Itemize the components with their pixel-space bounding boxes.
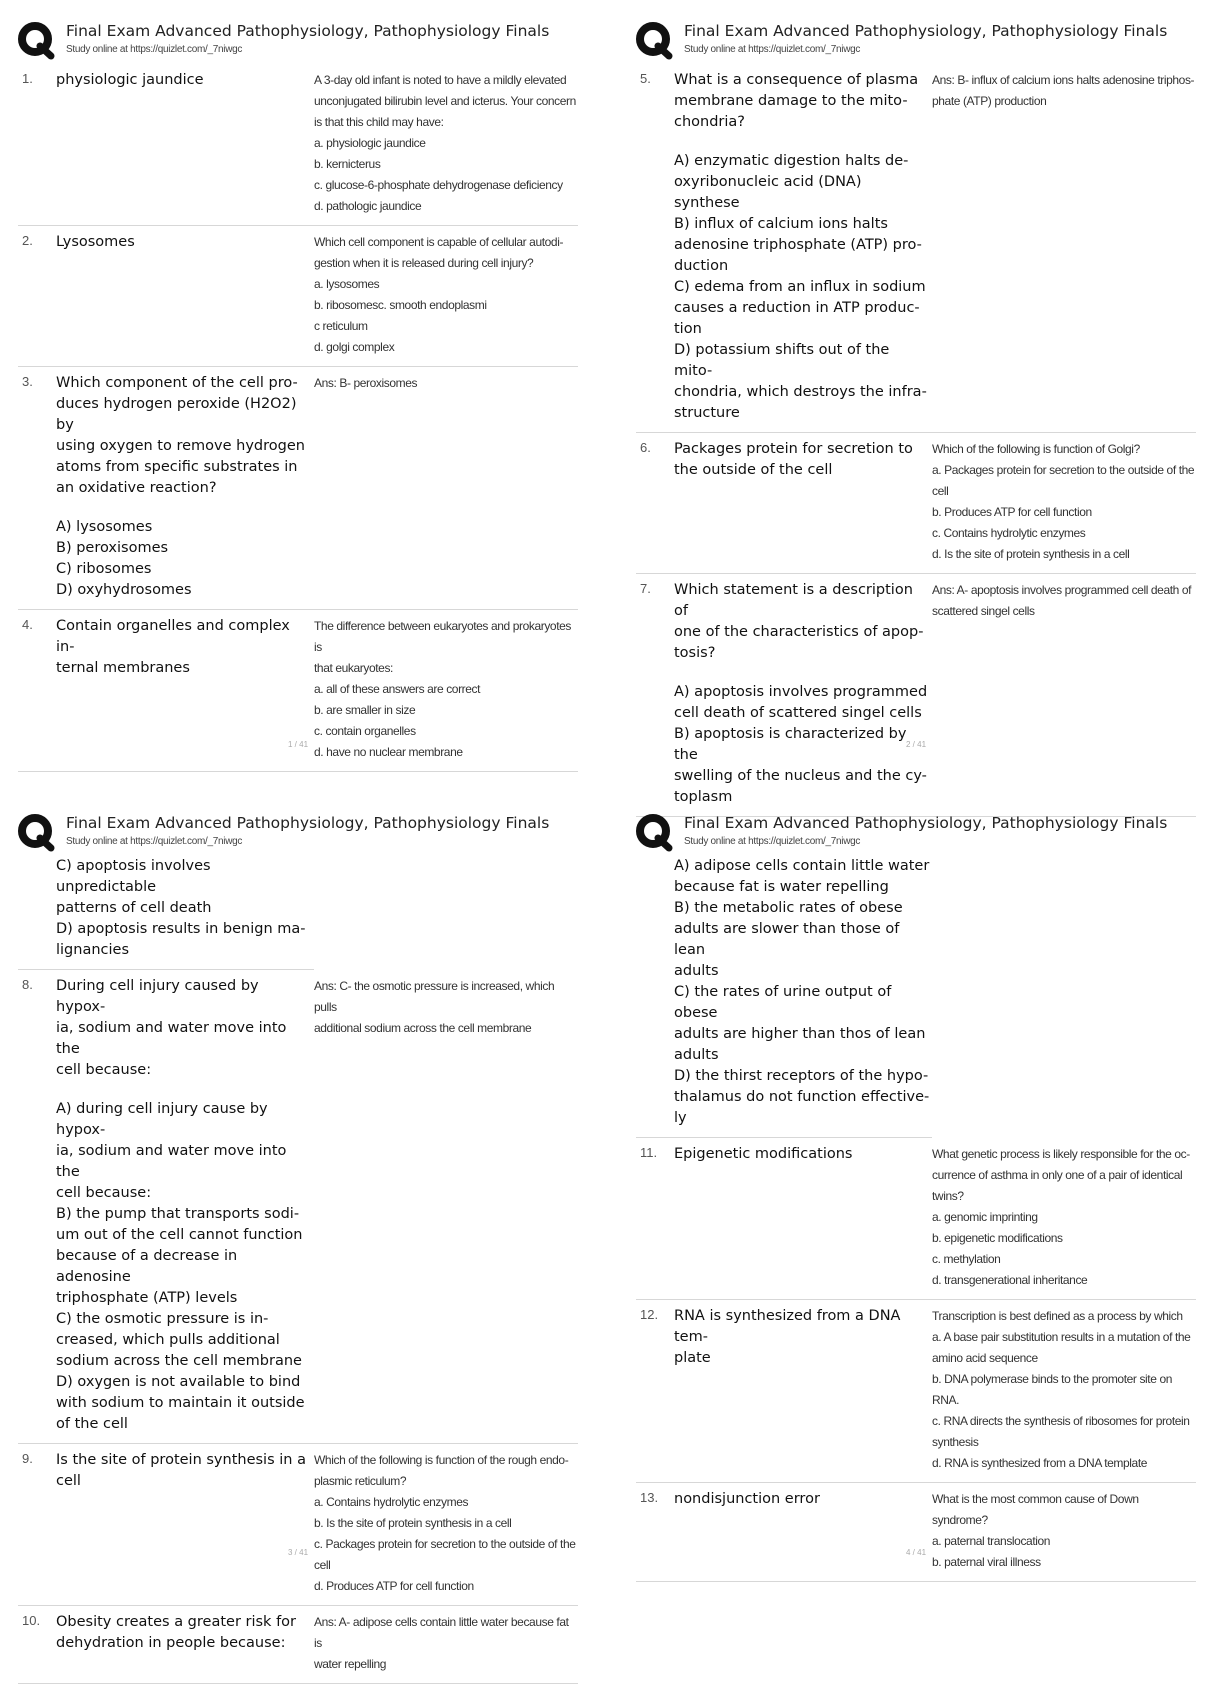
card-definition xyxy=(932,1306,1196,1474)
definition-line: a. Contains hydrolytic enzymes xyxy=(314,1495,469,1509)
card-number: 7. xyxy=(640,581,651,596)
term-line: Which component of the cell pro- xyxy=(56,375,298,391)
card-term xyxy=(56,976,314,1435)
definition-line: scattered singel cells xyxy=(932,604,1035,618)
text-line: C) the rates of urine output of obese xyxy=(674,984,892,1021)
definition-line: gestion when it is released during cell injury? xyxy=(314,256,534,270)
definition-line: c. Contains hydrolytic enzymes xyxy=(932,526,1086,540)
card-definition xyxy=(932,70,1196,424)
definition-line: b. Produces ATP for cell function xyxy=(932,505,1092,519)
term-line: Contain organelles and complex in- xyxy=(56,618,290,655)
term-line: ia, sodium and water move into the xyxy=(56,1020,287,1057)
option-line: with sodium to maintain it outside xyxy=(56,1395,305,1411)
term-line: Obesity creates a greater risk for xyxy=(56,1614,297,1630)
text-line: adults are slower than those of lean xyxy=(674,921,900,958)
option-line: swelling of the nucleus and the cy- xyxy=(674,768,927,784)
definition-line: currence of asthma in only one of a pair of identical xyxy=(932,1168,1183,1182)
flashcard-row xyxy=(636,433,1196,574)
definition-line: c. glucose-6-phosphate dehydrogenase deficiency xyxy=(314,178,563,192)
definition-line: Ans: A- adipose cells contain little water because fat is xyxy=(314,1615,569,1650)
page-2 xyxy=(636,18,1216,805)
quizlet-logo-icon xyxy=(18,22,54,58)
option-line: sodium across the cell membrane xyxy=(56,1353,302,1369)
doc-subtitle[interactable]: Study online at https://quizlet.com/_7niwgc xyxy=(684,44,861,55)
definition-line: cell xyxy=(932,484,949,498)
definition-line: phate (ATP) production xyxy=(932,94,1047,108)
card-term xyxy=(56,70,314,217)
card-list xyxy=(636,64,1196,817)
term-line: tosis? xyxy=(674,645,716,661)
definition-line: d. Is the site of protein synthesis in a cell xyxy=(932,547,1130,561)
definition-line: b. epigenetic modifications xyxy=(932,1231,1063,1245)
card-definition xyxy=(314,976,578,1435)
option-line: ia, sodium and water move into the xyxy=(56,1143,287,1180)
card-number: 6. xyxy=(640,440,651,455)
flashcard-row xyxy=(636,1300,1196,1483)
term-line: one of the characteristics of apop- xyxy=(674,624,924,640)
card-term xyxy=(674,70,932,424)
text-line: because fat is water repelling xyxy=(674,879,889,895)
card-term xyxy=(56,1612,314,1675)
definition-line: Transcription is best defined as a process by which xyxy=(932,1309,1183,1323)
card-number: 13. xyxy=(640,1490,659,1505)
term-line: an oxidative reaction? xyxy=(56,480,217,496)
page-header xyxy=(18,18,598,62)
option-line: um out of the cell cannot function xyxy=(56,1227,303,1243)
page-header xyxy=(18,810,598,854)
definition-line: b. Is the site of protein synthesis in a cell xyxy=(314,1516,512,1530)
card-definition xyxy=(932,1144,1196,1291)
card-definition xyxy=(314,1612,578,1675)
term-line: physiologic jaundice xyxy=(56,72,204,88)
term-line: atoms from specific substrates in xyxy=(56,459,298,475)
flashcard-row xyxy=(18,64,578,226)
answer-options xyxy=(674,151,928,424)
answer-options xyxy=(56,1099,310,1435)
option-line: triphosphate (ATP) levels xyxy=(56,1290,238,1306)
page-1 xyxy=(18,18,598,788)
card-number: 1. xyxy=(22,71,33,86)
definition-line: water repelling xyxy=(314,1657,387,1671)
term-line: using oxygen to remove hydrogen xyxy=(56,438,305,454)
quizlet-logo-icon xyxy=(18,814,54,850)
card-definition xyxy=(932,580,1196,808)
text-line: ly xyxy=(674,1110,687,1126)
option-line: A) lysosomes xyxy=(56,519,153,535)
flashcard-row xyxy=(18,226,578,367)
definition-line: d. transgenerational inheritance xyxy=(932,1273,1088,1287)
definition-line: a. all of these answers are correct xyxy=(314,682,481,696)
page-number: 1 / 41 xyxy=(288,740,309,749)
card-term xyxy=(56,616,314,763)
page-number: 4 / 41 xyxy=(906,1548,927,1557)
definition-line: b. paternal viral illness xyxy=(932,1555,1041,1569)
definition-line: a. genomic imprinting xyxy=(932,1210,1038,1224)
doc-subtitle[interactable]: Study online at https://quizlet.com/_7niwgc xyxy=(66,836,243,847)
option-line: chondria, which destroys the infra- xyxy=(674,384,927,400)
definition-line: a. paternal translocation xyxy=(932,1534,1051,1548)
card-number: 4. xyxy=(22,617,33,632)
flashcard-row xyxy=(636,1483,1196,1582)
doc-subtitle[interactable]: Study online at https://quizlet.com/_7niwgc xyxy=(66,44,243,55)
card-definition xyxy=(932,439,1196,565)
card-definition xyxy=(314,232,578,358)
page-header xyxy=(636,18,1216,62)
continued-text xyxy=(636,856,932,1138)
doc-title: Final Exam Advanced Pathophysiology, Pathophysiology Finals xyxy=(684,814,1168,832)
definition-line: unconjugated bilirubin level and icterus. Your concern xyxy=(314,94,576,108)
definition-line: cell xyxy=(314,1558,331,1572)
answer-options xyxy=(674,682,928,808)
definition-line: RNA. xyxy=(932,1393,960,1407)
definition-line: plasmic reticulum? xyxy=(314,1474,407,1488)
term-line: Epigenetic modifications xyxy=(674,1146,853,1162)
text-line: adults xyxy=(674,1047,719,1063)
card-number: 5. xyxy=(640,71,651,86)
definition-line: d. golgi complex xyxy=(314,340,395,354)
flashcard-row xyxy=(636,64,1196,433)
definition-line: b. DNA polymerase binds to the promoter site on xyxy=(932,1372,1172,1386)
definition-line: a. A base pair substitution results in a mutation of the xyxy=(932,1330,1191,1344)
option-line: causes a reduction in ATP produc- xyxy=(674,300,920,316)
option-line: A) during cell injury cause by hypox- xyxy=(56,1101,268,1138)
term-line: ternal membranes xyxy=(56,660,190,676)
term-line: Packages protein for secretion to xyxy=(674,441,913,457)
card-number: 12. xyxy=(640,1307,659,1322)
card-term xyxy=(674,1144,932,1291)
doc-subtitle[interactable]: Study online at https://quizlet.com/_7niwgc xyxy=(684,836,861,847)
quizlet-logo-icon xyxy=(636,22,672,58)
card-list xyxy=(18,64,578,772)
term-line: the outside of the cell xyxy=(674,462,833,478)
definition-line: Ans: A- apoptosis involves programmed cell death of xyxy=(932,583,1192,597)
card-number: 9. xyxy=(22,1451,33,1466)
definition-line: c. RNA directs the synthesis of ribosomes for protein xyxy=(932,1414,1190,1428)
definition-line: d. pathologic jaundice xyxy=(314,199,422,213)
page-number: 2 / 41 xyxy=(906,740,927,749)
text-line: adults are higher than thos of lean xyxy=(674,1026,926,1042)
definition-line: Which of the following is function of the rough endo- xyxy=(314,1453,569,1467)
definition-line: c. Packages protein for secretion to the outside of the xyxy=(314,1537,576,1551)
card-list xyxy=(18,856,578,1684)
option-line: cell because: xyxy=(56,1185,152,1201)
option-line: D) oxygen is not available to bind xyxy=(56,1374,301,1390)
card-term xyxy=(674,1489,932,1573)
card-number: 8. xyxy=(22,977,33,992)
flashcard-row xyxy=(18,367,578,610)
option-line: B) apoptosis is characterized by the xyxy=(674,726,907,763)
text-line: D) the thirst receptors of the hypo- xyxy=(674,1068,929,1084)
card-term xyxy=(674,1306,932,1474)
option-line: D) potassium shifts out of the mito- xyxy=(674,342,890,379)
card-number: 10. xyxy=(22,1613,41,1628)
definition-line: a. lysosomes xyxy=(314,277,380,291)
definition-line: b. kernicterus xyxy=(314,157,381,171)
card-term xyxy=(56,1450,314,1597)
option-line: duction xyxy=(674,258,729,274)
term-line: During cell injury caused by hypox- xyxy=(56,978,259,1015)
page-number: 3 / 41 xyxy=(288,1548,309,1557)
term-line: cell because: xyxy=(56,1062,152,1078)
term-line: Is the site of protein synthesis in a xyxy=(56,1452,306,1468)
definition-line: d. have no nuclear membrane xyxy=(314,745,463,759)
doc-title: Final Exam Advanced Pathophysiology, Pathophysiology Finals xyxy=(684,22,1168,40)
definition-line: b. are smaller in size xyxy=(314,703,416,717)
text-line: adults xyxy=(674,963,719,979)
page-4 xyxy=(636,810,1216,1580)
term-line: plate xyxy=(674,1350,711,1366)
option-line: because of a decrease in adenosine xyxy=(56,1248,238,1285)
text-line: lignancies xyxy=(56,942,130,958)
flashcard-row xyxy=(18,970,578,1444)
text-line: B) the metabolic rates of obese xyxy=(674,900,903,916)
term-line: membrane damage to the mito- xyxy=(674,93,908,109)
page-3 xyxy=(18,810,598,1671)
card-term xyxy=(674,580,932,808)
card-definition xyxy=(314,70,578,217)
card-definition xyxy=(314,1450,578,1597)
card-definition xyxy=(932,1489,1196,1573)
term-line: Which statement is a description of xyxy=(674,582,913,619)
doc-title: Final Exam Advanced Pathophysiology, Pathophysiology Finals xyxy=(66,814,550,832)
card-number: 2. xyxy=(22,233,33,248)
definition-line: twins? xyxy=(932,1189,964,1203)
card-definition xyxy=(314,616,578,763)
definition-line: Ans: B- peroxisomes xyxy=(314,376,418,390)
option-line: B) peroxisomes xyxy=(56,540,169,556)
definition-line: What genetic process is likely responsible for the oc- xyxy=(932,1147,1190,1161)
card-number: 11. xyxy=(640,1145,658,1160)
definition-line: Ans: C- the osmotic pressure is increased, which pulls xyxy=(314,979,555,1014)
card-term xyxy=(674,439,932,565)
continued-text xyxy=(18,856,314,970)
option-line: tion xyxy=(674,321,702,337)
option-line: B) influx of calcium ions halts xyxy=(674,216,888,232)
page-header xyxy=(636,810,1216,854)
definition-line: Ans: B- influx of calcium ions halts adenosine triphos- xyxy=(932,73,1195,87)
quizlet-logo-icon xyxy=(636,814,672,850)
card-term xyxy=(56,232,314,358)
option-line: adenosine triphosphate (ATP) pro- xyxy=(674,237,922,253)
option-line: toplasm xyxy=(674,789,733,805)
text-line: D) apoptosis results in benign ma- xyxy=(56,921,306,937)
term-line: Lysosomes xyxy=(56,234,135,250)
definition-line: synthesis xyxy=(932,1435,979,1449)
answer-options xyxy=(56,517,310,601)
option-line: A) apoptosis involves programmed xyxy=(674,684,928,700)
term-line: RNA is synthesized from a DNA tem- xyxy=(674,1308,901,1345)
option-line: C) edema from an influx in sodium xyxy=(674,279,926,295)
option-line: structure xyxy=(674,405,740,421)
option-line: D) oxyhydrosomes xyxy=(56,582,192,598)
term-line: duces hydrogen peroxide (H2O2) by xyxy=(56,396,297,433)
definition-line: A 3-day old infant is noted to have a mildly elevated xyxy=(314,73,567,87)
option-line: C) the osmotic pressure is in- xyxy=(56,1311,269,1327)
definition-line: is that this child may have: xyxy=(314,115,444,129)
definition-line: What is the most common cause of Down syndrome? xyxy=(932,1492,1139,1527)
term-line: nondisjunction error xyxy=(674,1491,820,1507)
definition-line: b. ribosomesc. smooth endoplasmi xyxy=(314,298,487,312)
definition-line: c reticulum xyxy=(314,319,368,333)
card-number: 3. xyxy=(22,374,33,389)
term-line: cell xyxy=(56,1473,81,1489)
option-line: creased, which pulls additional xyxy=(56,1332,280,1348)
flashcard-row xyxy=(636,574,1196,817)
card-definition xyxy=(314,373,578,601)
option-line: cell death of scattered singel cells xyxy=(674,705,922,721)
option-line: B) the pump that transports sodi- xyxy=(56,1206,300,1222)
term-line: What is a consequence of plasma xyxy=(674,72,919,88)
option-line: C) ribosomes xyxy=(56,561,152,577)
definition-line: Which cell component is capable of cellular autodi- xyxy=(314,235,564,249)
flashcard-row xyxy=(18,1444,578,1606)
definition-line: c. contain organelles xyxy=(314,724,416,738)
definition-line: d. Produces ATP for cell function xyxy=(314,1579,474,1593)
definition-line: a. Packages protein for secretion to the outside of the xyxy=(932,463,1195,477)
text-line: A) adipose cells contain little water xyxy=(674,858,930,874)
text-line: patterns of cell death xyxy=(56,900,212,916)
term-line: dehydration in people because: xyxy=(56,1635,286,1651)
text-line: C) apoptosis involves unpredictable xyxy=(56,858,211,895)
definition-line: a. physiologic jaundice xyxy=(314,136,426,150)
card-term xyxy=(56,373,314,601)
definition-line: c. methylation xyxy=(932,1252,1001,1266)
card-list xyxy=(636,856,1196,1582)
flashcard-row xyxy=(636,1138,1196,1300)
doc-title: Final Exam Advanced Pathophysiology, Pathophysiology Finals xyxy=(66,22,550,40)
option-line: of the cell xyxy=(56,1416,128,1432)
text-line: thalamus do not function effective- xyxy=(674,1089,930,1105)
definition-line: amino acid sequence xyxy=(932,1351,1038,1365)
definition-line: Which of the following is function of Golgi? xyxy=(932,442,1140,456)
definition-line: additional sodium across the cell membrane xyxy=(314,1021,532,1035)
option-line: oxyribonucleic acid (DNA) synthese xyxy=(674,174,862,211)
term-line: chondria? xyxy=(674,114,745,130)
definition-line: d. RNA is synthesized from a DNA template xyxy=(932,1456,1148,1470)
option-line: A) enzymatic digestion halts de- xyxy=(674,153,909,169)
definition-line: that eukaryotes: xyxy=(314,661,393,675)
flashcard-row xyxy=(18,1606,578,1684)
definition-line: The difference between eukaryotes and prokaryotes is xyxy=(314,619,572,654)
